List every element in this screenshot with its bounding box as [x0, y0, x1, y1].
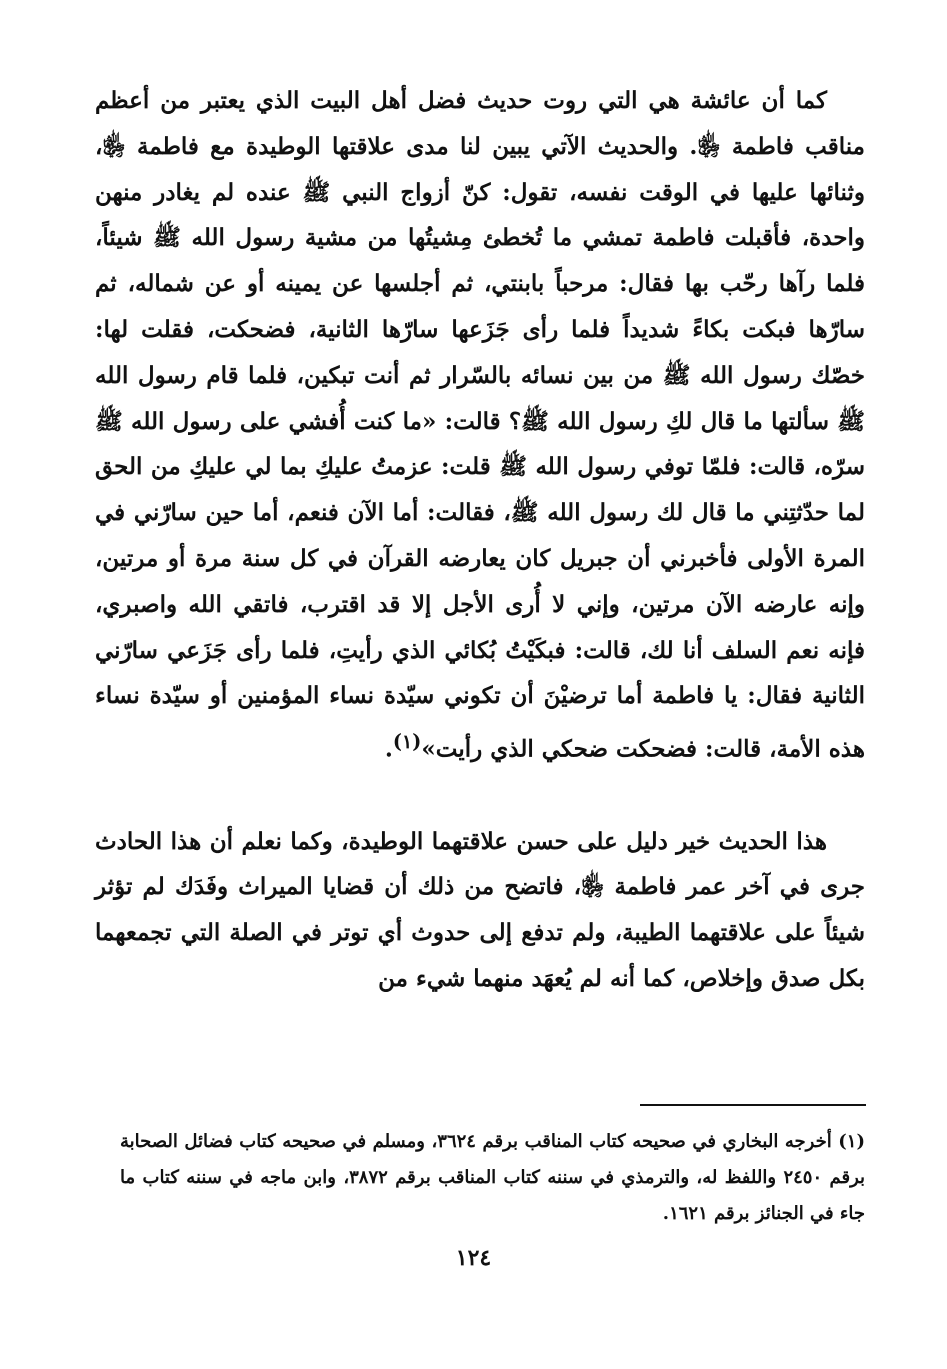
footnote-reference: (١): [392, 730, 422, 754]
page-number: ١٢٤: [455, 1245, 492, 1271]
footnote-divider: [640, 1104, 866, 1106]
paragraph-1-end: .: [384, 735, 393, 763]
paragraph-1: [95, 78, 865, 773]
paragraph-2: هذا الحديث خير دليل على حسن علاقتهما الوطيدة، وكما نعلم أن هذا الحادث جرى في آخر عمر فاطمة ﵂، فاتضح من ذلك أن قضايا الميراث وفَدَك لم تؤثر شيئاً على علاقتهما الطيبة، ولم تدفع إلى حدوث أي توتر في الصلة التي تجمعهما بكل صدق وإخلاص، كما أنه لم يُعهَد منهما شيء من: [95, 827, 865, 992]
footnote: (١) أخرجه البخاري في صحيحه كتاب المناقب برقم ٣٦٢٤، ومسلم في صحيحه كتاب فضائل الصحابة برقم ٢٤٥٠ واللفظ له، والترمذي في سننه كتاب المناقب برقم ٣٨٧٢، وابن ماجه في سننه كتاب ما جاء في الجنائز برقم ١٦٢١.: [120, 1131, 866, 1224]
paragraph-1-text: كما أن عائشة هي التي روت حديث فضل أهل البيت الذي يعتبر من أعظم مناقب فاطمة ﵂. والحديث الآتي يبين لنا مدى علاقتها الوطيدة مع فاطمة ﵂، وثنائها عليها في الوقت نفسه، تقول: كنّ أزواج النبي ﷺ عنده لم يغادر منهن واحدة، فأقبلت فاطمة تمشي ما تُخطئ مِشيتُها من مشية رسول الله ﷺ شيئاً، فلما رآها رحّب بها فقال: مرحباً بابنتي، ثم أجلسها عن يمينه أو عن شماله، ثم سارّها فبكت بكاءً شديداً فلما رأى جَزَعها سارّها الثانية، فضحكت، فقلت لها: خصّك رسول الله ﷺ من بين نسائه بالسّرار ثم أنت تبكين، فلما قام رسول الله ﷺ سألتها ما قال لكِ رسول الله ﷺ؟ قالت: «ما كنت أُفشي على رسول الله ﷺ سرّه، قالت: فلمّا توفي رسول الله ﷺ قلت: عزمتُ عليكِ بما لي عليكِ من الحق لما حدّثتِني ما قال لك رسول الله ﷺ، فقالت: أما الآن فنعم، أما حين سارّني في المرة الأولى فأخبرني أن جبريل كان يعارضه القرآن في كل سنة مرة أو مرتين، وإنه عارضه الآن مرتين، وإني لا أُرى الأجل إلا قد اقترب، فاتقي الله واصبري، فإنه نعم السلف أنا لك، قالت: فبكَيْتُ بُكائي الذي رأيتِ، فلما رأى جَزَعي سارّني الثانية فقال: يا فاطمة أما ترضيْنَ أن تكوني سيّدة نساء المؤمنين أو سيّدة نساء هذه الأمة، قالت: فضحكت ضحكي الذي رأيت»: [95, 87, 865, 763]
main-text: [95, 78, 865, 1002]
